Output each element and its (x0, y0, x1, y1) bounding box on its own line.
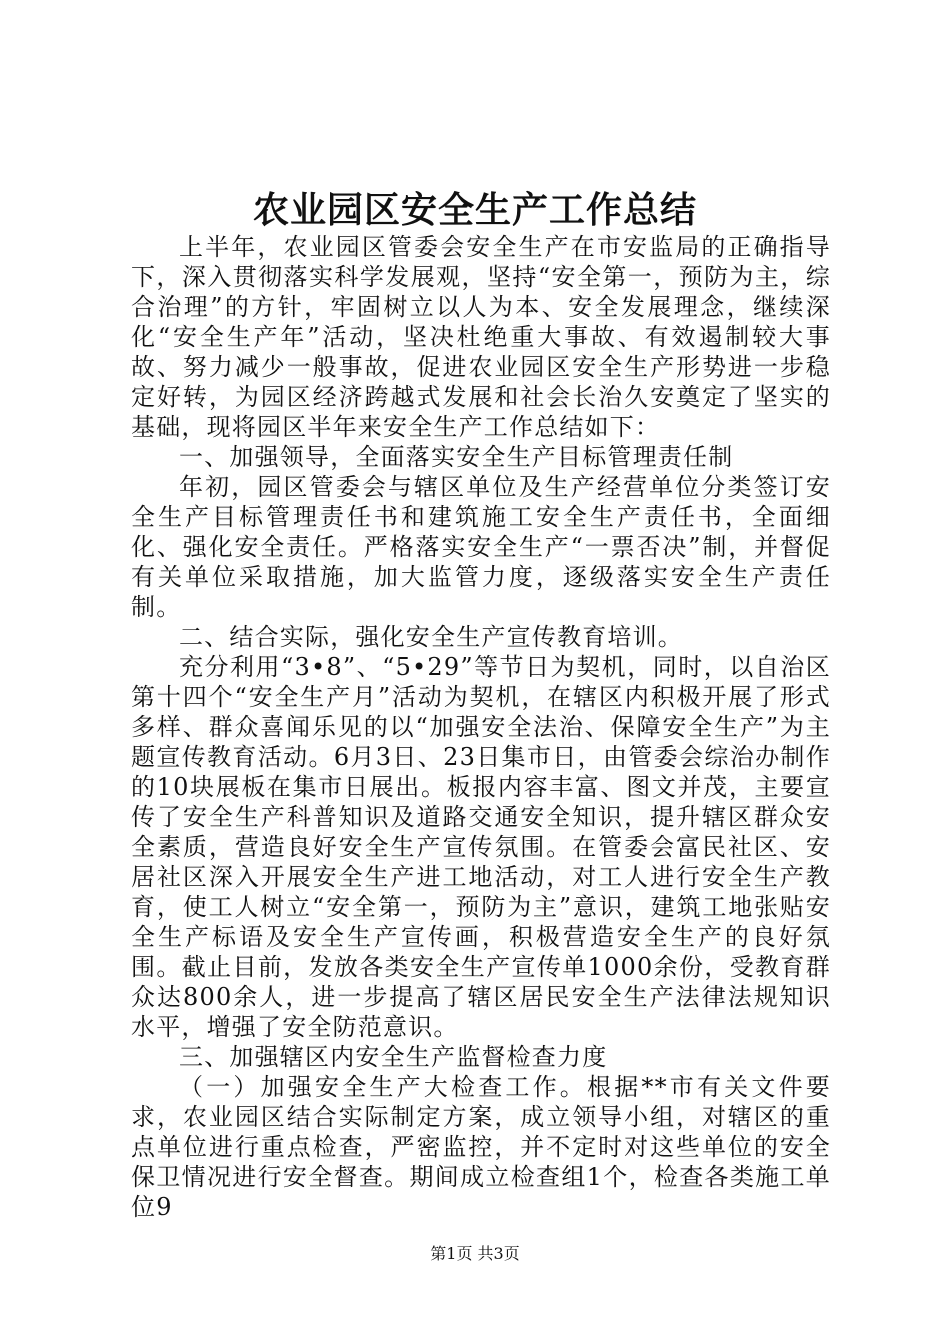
page-footer: 第1页 共3页 (430, 1244, 520, 1263)
section-heading-2: 二、结合实际，强化安全生产宣传教育培训。 (179, 623, 683, 651)
section-heading-1: 一、加强领导，全面落实安全生产目标管理责任制 (179, 443, 734, 471)
section-3-paragraph: （一）加强安全生产大检查工作。根据**市有关文件要求，农业园区结合实际制定方案，成立领导小组，对辖区的重点单位进行重点检查，严密监控，并不定时对这些单位的安全保卫情况进行安全督查。期间成立检查组1个，检查各类施工单位9 (131, 1073, 831, 1221)
intro-paragraph: 上半年，农业园区管委会安全生产在市安监局的正确指导下，深入贯彻落实科学发展观，坚持“安全第一，预防为主，综合治理”的方针，牢固树立以人为本、安全发展理念，继续深化“安全生产年”活动，坚决杜绝重大事故、有效遏制较大事故、努力减少一般事故，促进农业园区安全生产形势进一步稳定好转，为园区经济跨越式发展和社会长治久安奠定了坚实的基础，现将园区半年来安全生产工作总结如下： (131, 233, 831, 441)
section-heading-3: 三、加强辖区内安全生产监督检查力度 (179, 1043, 608, 1071)
document-body (131, 232, 831, 1222)
section-2-paragraph: 充分利用“3•8”、“5•29”等节日为契机，同时，以自治区第十四个“安全生产月”活动为契机，在辖区内积极开展了形式多样、群众喜闻乐见的以“加强安全法治、保障安全生产”为主题宣传教育活动。6月3日、23日集市日，由管委会综治办制作的10块展板在集市日展出。板报内容丰富、图文并茂，主要宣传了安全生产科普知识及道路交通安全知识，提升辖区群众安全素质，营造良好安全生产宣传氛围。在管委会富民社区、安居社区深入开展安全生产进工地活动，对工人进行安全生产教育，使工人树立“安全第一，预防为主”意识，建筑工地张贴安全生产标语及安全生产宣传画，积极营造安全生产的良好氛围。截止目前，发放各类安全生产宣传单1000余份，受教育群众达800余人，进一步提高了辖区居民安全生产法律法规知识水平，增强了安全防范意识。 (131, 653, 831, 1041)
document-title: 农业园区安全生产工作总结 (252, 189, 697, 231)
section-1-paragraph: 年初，园区管委会与辖区单位及生产经营单位分类签订安全生产目标管理责任书和建筑施工安全生产责任书，全面细化、强化安全责任。严格落实安全生产“一票否决”制，并督促有关单位采取措施，加大监管力度，逐级落实安全生产责任制。 (131, 473, 831, 621)
